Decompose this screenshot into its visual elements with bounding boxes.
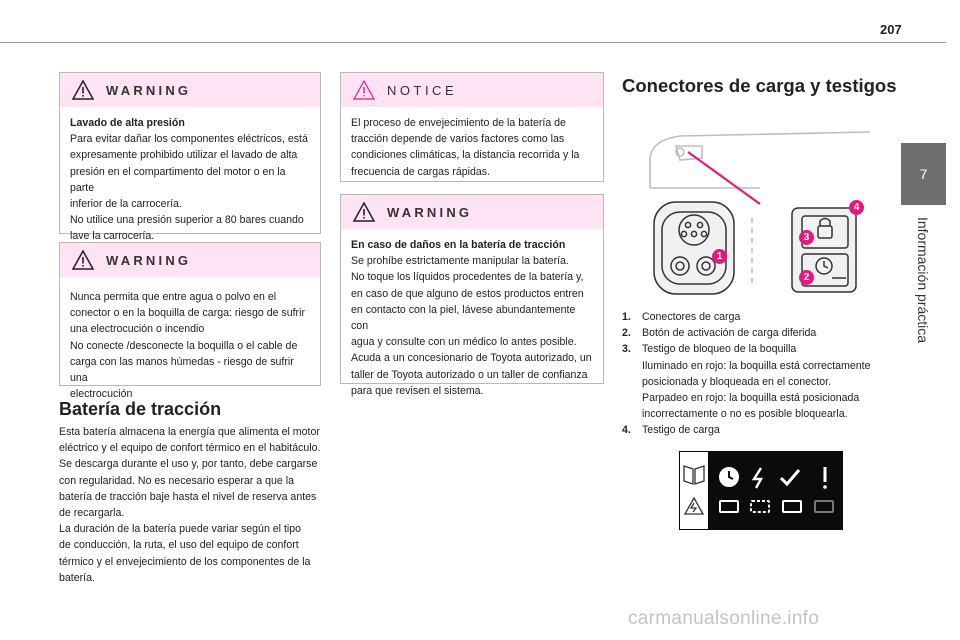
text-line: una electrocución o incendio — [70, 323, 205, 336]
text-line: tracción depende de varios factores como las — [351, 133, 565, 146]
notice-body — [341, 107, 603, 186]
chapter-tab[interactable]: 7 — [901, 143, 946, 205]
text-line: térmico y el envejecimiento de los componentes de la — [59, 555, 311, 568]
callout-4: 4 — [849, 200, 864, 215]
checkmark-icon — [781, 470, 799, 484]
list-item: 1. Conectores de carga — [622, 311, 741, 323]
text-line: taller de Toyota autorizado o un taller de confianza — [351, 368, 588, 381]
header-rule — [0, 42, 946, 43]
text-line: batería. — [59, 571, 95, 584]
text-line: en contacto con la piel, lávese abundantemente con — [351, 303, 576, 333]
text-line: de conducción, la ruta, el uso del equipo de confort — [59, 539, 299, 552]
warning-body — [60, 277, 320, 408]
pointer-line — [688, 152, 760, 204]
indicator-strip-key — [679, 451, 709, 530]
text-line: carga con las manos húmedas - riesgo de sufrir una — [70, 355, 294, 385]
charging-connector-icon — [654, 202, 734, 294]
text-line: No conecte /desconecte la boquilla o el cable de — [70, 339, 298, 352]
notice-header — [341, 73, 603, 107]
warning-box-high-pressure — [59, 72, 321, 243]
warning-small-icon — [685, 498, 703, 514]
section-body — [59, 424, 329, 586]
text-line: frecuencia de cargas rápidas. — [351, 165, 490, 178]
page-number: 207 — [880, 22, 902, 37]
text-line: de recargarla. — [59, 507, 125, 520]
text-line: La duración de la batería puede variar según el tipo — [59, 523, 302, 536]
text-line: Nunca permita que entre agua o polvo en el — [70, 291, 277, 303]
callout-3: 3 — [799, 230, 814, 245]
warning-title: WARNING — [106, 252, 192, 268]
warning-box-water — [59, 242, 321, 401]
warning-heading: Lavado de alta presión — [70, 117, 185, 129]
warning-heading: En caso de daños en la batería de tracción — [351, 239, 566, 251]
list-item: 3. Testigo de bloqueo de la boquilla Iluminado en rojo: la boquilla está correctamente posicionada y bloqueada en el conector. Parpadeo en rojo: la boquilla está posicionada incorrectamente o no es posible bloquearla. — [622, 343, 871, 421]
warning-body — [60, 107, 320, 251]
text-line: presión en el compartimento del motor o en la parte — [70, 165, 286, 194]
list-item: 2. Botón de activación de carga diferida — [622, 327, 817, 340]
text-line: en caso de que alguno de estos productos entren — [351, 287, 584, 300]
text-line: Esta batería almacena la energía que alimenta el motor — [59, 426, 320, 438]
status-box-grey-icon — [815, 501, 833, 512]
text-line: para que revisen el sistema. — [351, 384, 484, 397]
text-line: conector o en la boquilla de carga: riesgo de sufrir — [70, 307, 305, 320]
warning-header — [341, 195, 603, 229]
notice-box — [340, 72, 604, 182]
status-box-icon — [783, 501, 801, 512]
lightning-icon — [754, 468, 761, 488]
warning-header — [60, 243, 320, 277]
notice-title: NOTICE — [387, 82, 458, 98]
text-line: No utilice una presión superior a 80 bares cuando — [70, 214, 304, 227]
text-line: eléctrico y el equipo de confort térmico en el habitáculo. — [59, 442, 321, 455]
clock-icon — [720, 468, 738, 486]
list-item: 4. Testigo de carga — [622, 424, 720, 437]
status-box-icon — [720, 501, 738, 512]
section-title-traction-battery: Batería de tracción — [59, 399, 222, 419]
component-list — [622, 309, 892, 439]
text-line: El proceso de envejecimiento de la batería de — [351, 117, 566, 129]
notice-icon — [353, 80, 375, 100]
van-outline-icon — [650, 132, 870, 188]
text-line: inferior de la carrocería. — [70, 198, 182, 211]
indicator-strip — [679, 451, 843, 530]
text-line: Se prohíbe estrictamente manipular la batería. — [351, 255, 569, 268]
text-line: electrocución — [70, 388, 133, 401]
warning-title: WARNING — [106, 82, 192, 98]
text-line: condiciones climáticas, la distancia recorrida y la — [351, 149, 580, 162]
text-line: lave la carrocería. — [70, 230, 155, 243]
manual-book-icon — [684, 466, 704, 484]
text-line: No toque los líquidos procedentes de la batería y, — [351, 271, 584, 284]
warning-body — [341, 229, 603, 405]
text-line: con regularidad. No es necesario esperar a que la — [59, 474, 294, 487]
text-line: agua y consulte con un médico lo antes posible. — [351, 336, 577, 349]
text-line: Acuda a un concesionario de Toyota autorizado, un — [351, 352, 592, 365]
chapter-title: Información práctica — [915, 216, 931, 344]
exclamation-icon — [823, 467, 827, 489]
watermark: carmanualsonline.info — [628, 608, 820, 629]
section-title-charging-connectors: Conectores de carga y testigos — [622, 75, 897, 96]
warning-icon — [72, 80, 94, 100]
warning-box-battery-damage — [340, 194, 604, 397]
charging-port-diagram — [640, 118, 880, 298]
callout-1: 1 — [712, 249, 727, 264]
text-line: Se descarga durante el uso y, por tanto, debe cargarse — [59, 458, 318, 471]
callout-2: 2 — [799, 270, 814, 285]
text-line: batería de tracción baje hasta el nivel de reserva antes — [59, 490, 317, 503]
text-line: expresamente prohibido utilizar el lavado de alta — [70, 149, 298, 162]
status-box-dashed-icon — [751, 501, 769, 512]
text-line: Para evitar dañar los componentes eléctricos, está — [70, 133, 308, 146]
warning-header — [60, 73, 320, 107]
warning-icon — [353, 202, 375, 222]
warning-icon — [72, 250, 94, 270]
warning-title: WARNING — [387, 204, 473, 220]
